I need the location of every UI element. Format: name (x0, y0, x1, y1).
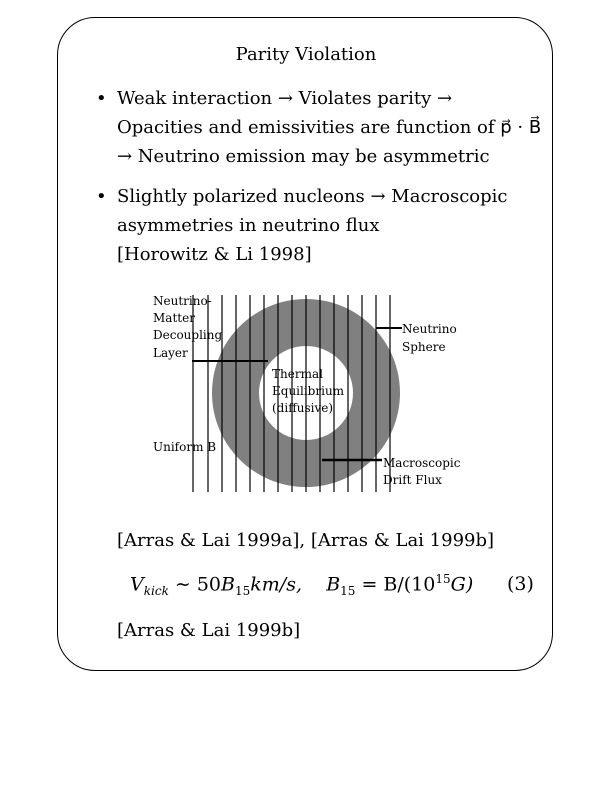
bullet-marker: • (96, 186, 107, 207)
references-line-2: [Arras & Lai 1999b] (117, 620, 301, 641)
label-thermal-equilibrium: Thermal Equilibrium (diffusive) (272, 367, 345, 415)
equation-number: (3) (507, 573, 534, 595)
bullet1-line2: Opacities and emissivities are function of p⃗ · B⃗ (117, 117, 542, 138)
bullet2-line2: asymmetries in neutrino flux (117, 215, 380, 236)
neutrino-sphere-diagram (150, 290, 470, 495)
label-neutrino-sphere: Neutrino Sphere (402, 322, 457, 354)
label-uniform-b: Uniform B (153, 440, 217, 454)
bullet1-line3: → Neutrino emission may be asymmetric (117, 146, 490, 167)
kick-velocity-equation: $V_{kick}$ ∼ $50B_{15}km/s$, $B_{15} = B/(10^{15}G)$ (130, 572, 474, 599)
bullet2-citation: [Horowitz & Li 1998] (117, 244, 312, 265)
bullet-marker: • (96, 88, 107, 109)
slide-title: Parity Violation (235, 44, 377, 65)
bullet2-line1: Slightly polarized nucleons → Macroscopic (117, 186, 508, 207)
bullet1-line1: Weak interaction → Violates parity → (117, 88, 453, 109)
label-decoupling: Neutrino- Matter Decoupling Layer (153, 294, 223, 360)
references-line: [Arras & Lai 1999a], [Arras & Lai 1999b] (117, 530, 495, 551)
label-drift-flux: Macroscopic Drift Flux (383, 456, 461, 487)
